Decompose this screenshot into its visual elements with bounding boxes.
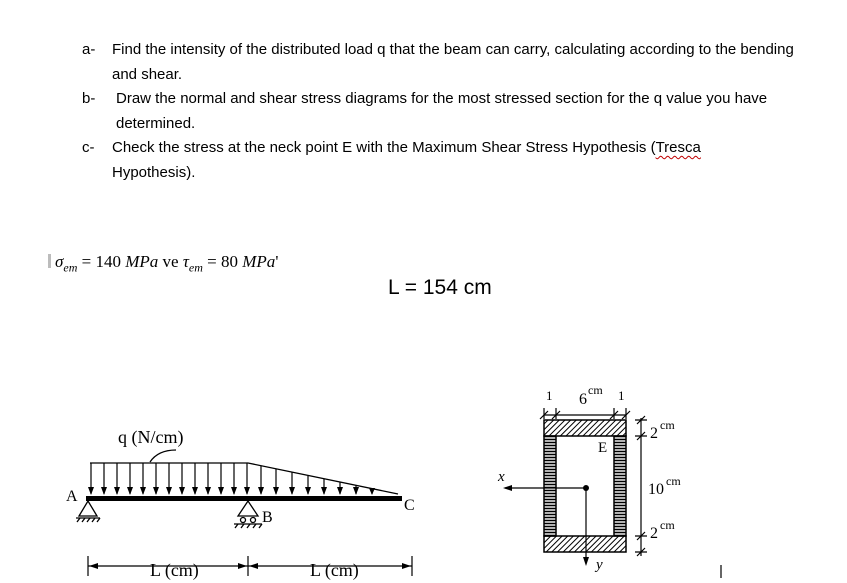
point-c-label: C bbox=[404, 497, 415, 514]
sigma-value: = 140 bbox=[81, 252, 121, 271]
axis-x-label: x bbox=[498, 469, 505, 485]
point-b-label: B bbox=[262, 509, 273, 526]
dim-left-label: L (cm) bbox=[150, 560, 199, 580]
formula-tail: ' bbox=[275, 252, 279, 271]
dim-top-unit: cm bbox=[660, 418, 675, 432]
point-a-label: A bbox=[66, 488, 78, 505]
dim-bottom-value: 2 bbox=[650, 525, 658, 542]
load-arrows bbox=[91, 463, 372, 494]
dim-mid-value: 10 bbox=[648, 481, 664, 498]
support-b bbox=[234, 501, 262, 528]
wall-left-value: 1 bbox=[546, 388, 553, 403]
sigma-symbol: σ bbox=[55, 252, 64, 271]
axis-y-label: y bbox=[596, 557, 603, 573]
support-a bbox=[76, 501, 100, 522]
length-value: L = 154 cm bbox=[388, 276, 492, 299]
right-web bbox=[614, 436, 626, 536]
section-figure bbox=[503, 408, 647, 566]
wall-right-value: 1 bbox=[618, 388, 625, 403]
top-flange bbox=[544, 420, 626, 436]
beam-figure bbox=[76, 450, 412, 576]
load-label: q (N/cm) bbox=[118, 427, 184, 447]
question-b-text: Draw the normal and shear stress diagrams for the most stressed section for the q value you have determined. bbox=[116, 90, 768, 132]
sigma-subscript: em bbox=[63, 260, 78, 275]
tau-unit: MPa bbox=[242, 252, 276, 271]
point-e-label: E bbox=[598, 440, 608, 456]
question-c-text-part1: Check the stress at the neck point E with the Maximum Shear Stress Hypothesis ( bbox=[112, 139, 656, 156]
left-web bbox=[544, 436, 556, 536]
question-c-text-part2: Hypothesis). bbox=[112, 163, 196, 181]
beam bbox=[86, 496, 402, 501]
bottom-flange bbox=[544, 536, 626, 552]
question-a-text: Find the intensity of the distributed load q that the beam can carry, calculating according to the bending and shear. bbox=[112, 41, 794, 83]
dim-right-label: L (cm) bbox=[310, 560, 359, 580]
tau-subscript: em bbox=[188, 260, 203, 275]
q-leader-line bbox=[150, 450, 176, 462]
top-width-unit: cm bbox=[588, 383, 603, 397]
dim-mid-unit: cm bbox=[666, 474, 681, 488]
centroid-point bbox=[583, 485, 589, 491]
question-a-letter: a- bbox=[82, 41, 96, 58]
tau-symbol: τ bbox=[182, 252, 189, 271]
top-width-value: 6 bbox=[579, 391, 587, 408]
dim-bottom-unit: cm bbox=[660, 518, 675, 532]
spellcheck-marked-word: Tresca bbox=[655, 139, 701, 156]
load-diagram-outline bbox=[90, 463, 398, 494]
question-b-letter: b- bbox=[82, 90, 96, 107]
tau-value: = 80 bbox=[207, 252, 239, 271]
dim-top-value: 2 bbox=[650, 425, 658, 442]
connector-word: ve bbox=[162, 252, 179, 271]
sigma-unit: MPa bbox=[125, 252, 159, 271]
x-axis-arrowhead bbox=[503, 485, 512, 491]
y-axis-arrowhead bbox=[583, 557, 589, 566]
load-arrowheads bbox=[88, 487, 375, 495]
question-c-letter: c- bbox=[82, 139, 95, 156]
